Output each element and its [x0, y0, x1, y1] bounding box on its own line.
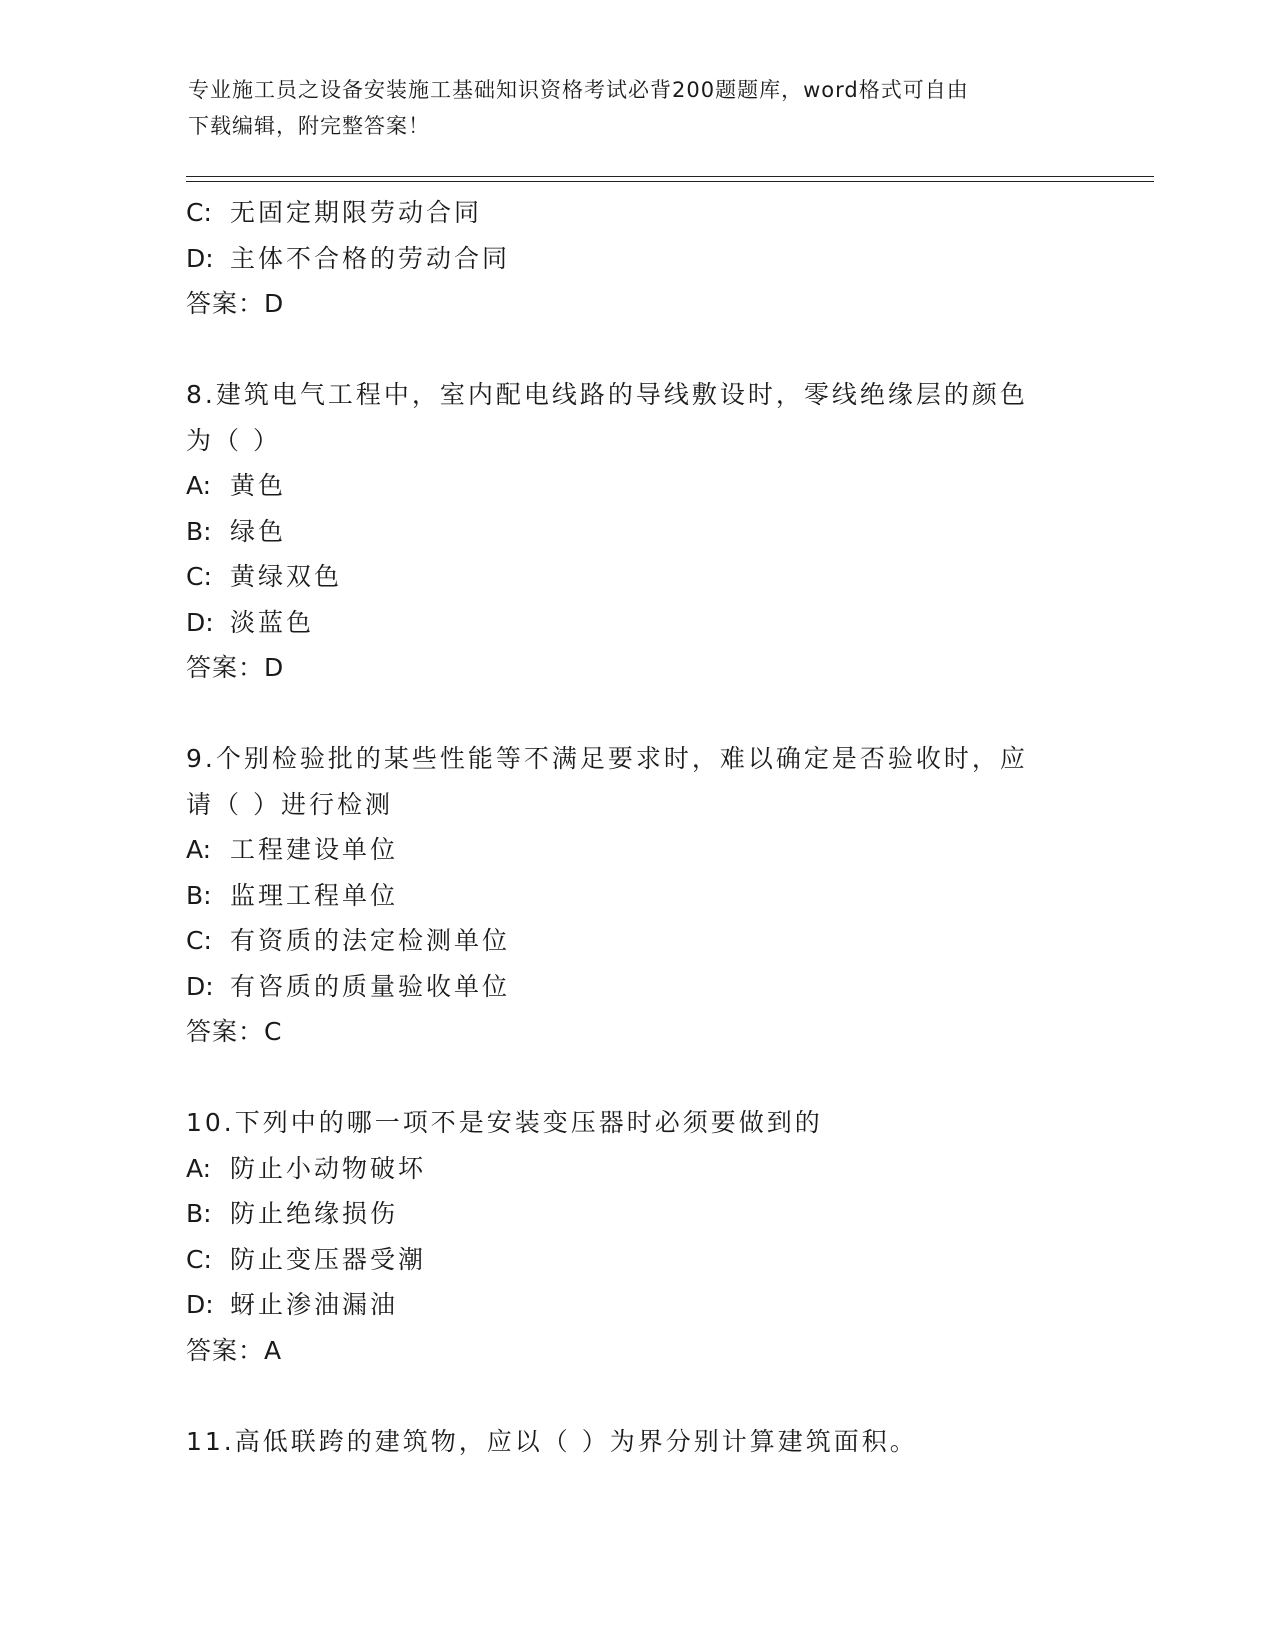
- question-text-line: 为（ ）: [186, 425, 281, 455]
- option-text: 有咨质的质量验收单位: [230, 971, 511, 1001]
- option-label: D:: [186, 243, 214, 273]
- option-d: [186, 236, 1066, 282]
- question-block-8: [186, 372, 1066, 691]
- option-text: 黄绿双色: [230, 562, 343, 591]
- option-a: [186, 1146, 1066, 1192]
- option-d: [186, 600, 1066, 646]
- option-label: C:: [186, 926, 212, 955]
- option-c: [186, 918, 1066, 964]
- answer-line: 答案：D: [186, 289, 285, 318]
- question-text-line: 10.下列中的哪一项不是安装变压器时必须要做到的: [186, 1108, 823, 1137]
- option-label: C:: [186, 198, 212, 227]
- option-label: A:: [186, 471, 212, 500]
- option-b: [186, 873, 1066, 919]
- answer-line: 答案：D: [186, 653, 285, 682]
- question-block-7: [186, 190, 1066, 327]
- option-label: C:: [186, 1244, 212, 1274]
- question-text-line: 9.个别检验批的某些性能等不满足要求时，难以确定是否验收时，应: [186, 744, 1028, 773]
- option-c: [186, 1237, 1066, 1283]
- option-text: 有资质的法定检测单位: [230, 926, 511, 955]
- option-label: B:: [186, 516, 212, 546]
- option-text: 工程建设单位: [230, 835, 399, 864]
- question-block-10: [186, 1100, 1066, 1373]
- option-text: 监理工程单位: [230, 880, 399, 910]
- option-a: [186, 827, 1066, 873]
- header-divider-top: [186, 176, 1154, 177]
- option-a: [186, 463, 1066, 509]
- option-b: [186, 509, 1066, 555]
- question-block-11: [186, 1419, 1066, 1465]
- option-text: 黄色: [230, 471, 287, 500]
- option-c: [186, 554, 1066, 600]
- option-label: D:: [186, 971, 214, 1001]
- option-d: [186, 964, 1066, 1010]
- answer-line: 答案：A: [186, 1335, 283, 1365]
- option-d: [186, 1282, 1066, 1328]
- option-text: 淡蓝色: [230, 607, 315, 637]
- option-text: 绿色: [230, 516, 287, 546]
- option-label: C:: [186, 562, 212, 591]
- option-text: 防止绝缘损伤: [230, 1199, 399, 1228]
- option-label: A:: [186, 835, 212, 864]
- option-text: 无固定期限劳动合同: [230, 198, 483, 227]
- option-label: B:: [186, 1199, 212, 1228]
- question-block-9: [186, 736, 1066, 1055]
- question-text-line: 8.建筑电气工程中，室内配电线路的导线敷设时，零线绝缘层的颜色: [186, 380, 1028, 409]
- option-label: B:: [186, 880, 212, 910]
- header-line-2: 下载编辑，附完整答案！: [188, 114, 430, 138]
- option-text: 防止小动物破坏: [230, 1153, 427, 1183]
- option-label: D:: [186, 607, 214, 637]
- answer-line: 答案：C: [186, 1017, 283, 1046]
- option-b: [186, 1191, 1066, 1237]
- option-text: 防止变压器受潮: [230, 1244, 427, 1274]
- document-header: [188, 72, 1068, 144]
- question-text-line: 请（ ）进行检测: [186, 789, 393, 819]
- option-text: 主体不合格的劳动合同: [230, 243, 511, 273]
- question-list: [186, 190, 1066, 1464]
- option-label: D:: [186, 1290, 214, 1319]
- question-text-line: 11.高低联跨的建筑物，应以（ ）为界分别计算建筑面积。: [186, 1426, 918, 1456]
- option-c: [186, 190, 1066, 236]
- option-label: A:: [186, 1153, 212, 1183]
- option-text: 蚜止渗油漏油: [230, 1290, 399, 1319]
- header-line-1: 专业施工员之设备安装施工基础知识资格考试必背200题题库，word格式可自由: [188, 78, 969, 102]
- header-divider-bottom: [186, 181, 1154, 182]
